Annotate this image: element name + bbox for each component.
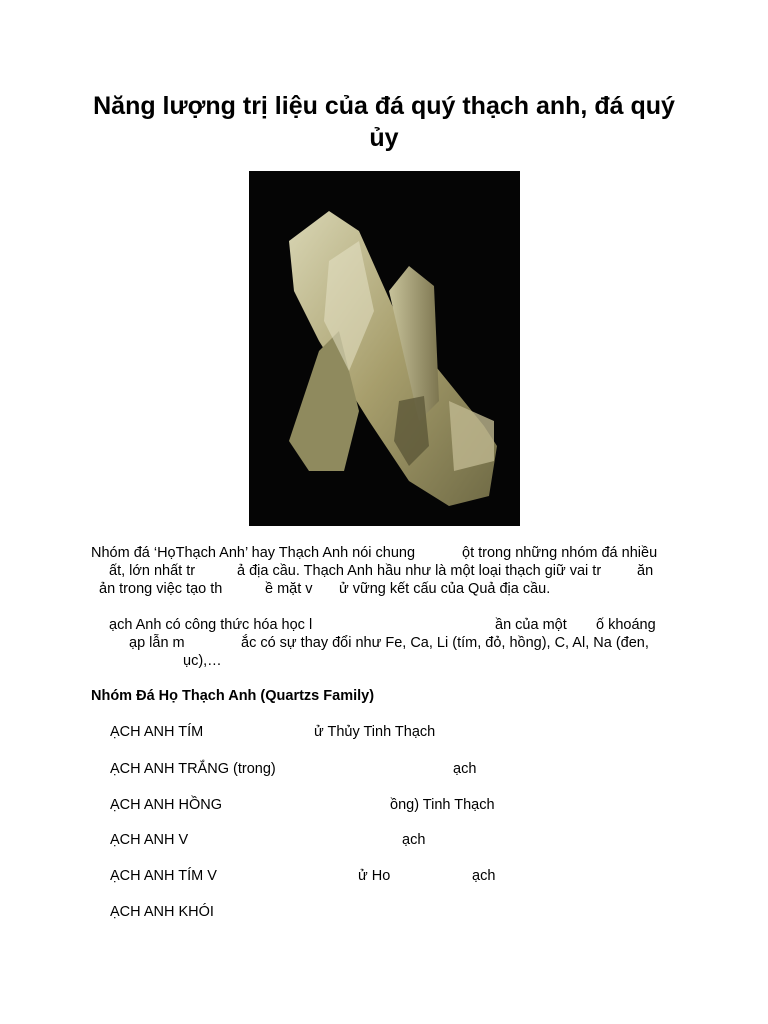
- intro-p2-line2b: ắc có sự thay đổi như Fe, Ca, Li (tím, đỏ, hồng), C, Al, Na (đen,: [241, 635, 649, 651]
- list-item: ẠCH ANH TÍM V: [110, 868, 217, 884]
- intro-p2-line1b: ần của một: [495, 617, 567, 633]
- quartz-crystal-photo: [249, 171, 520, 526]
- intro-p1-line1a: Nhóm đá ‘HọThạch Anh’ hay Thạch Anh nói chung: [91, 545, 416, 561]
- intro-p1-line3b: ề mặt v: [265, 581, 313, 597]
- title-line-1: Năng lượng trị liệu của đá quý thạch anh, đá quý: [93, 92, 675, 120]
- intro-p2-line2a: ạp lẫn m: [129, 635, 185, 651]
- list-item: ẠCH ANH V: [110, 832, 189, 848]
- intro-p1-line2c: ăn: [637, 563, 654, 579]
- intro-p2-line3: ục),…: [183, 653, 222, 669]
- list-item-mid: ử Thủy Tinh Thạch: [314, 724, 436, 740]
- intro-p1-line3a: ản trong việc tạo th: [99, 581, 223, 597]
- list-item: ẠCH ANH HỒNG: [110, 797, 222, 813]
- section-heading: Nhóm Đá Họ Thạch Anh (Quartzs Family): [91, 688, 375, 704]
- list-item: ẠCH ANH TÍM: [110, 724, 204, 740]
- list-item-mid: ử Ho: [358, 868, 391, 884]
- list-item-mid: ạch: [402, 832, 426, 848]
- list-item: ẠCH ANH TRẮNG (trong): [110, 761, 276, 777]
- intro-p1-line1b: ột trong những nhóm đá nhiều: [462, 545, 658, 561]
- list-item-right: ạch: [472, 868, 496, 884]
- list-item: ẠCH ANH KHÓI: [110, 904, 214, 920]
- intro-p1-line2b: ả địa cầu. Thạch Anh hầu như là một loại thạch giữ vai tr: [237, 563, 602, 579]
- list-item-mid: ạch: [453, 761, 477, 777]
- intro-p1-line2a: ất, lớn nhất tr: [109, 563, 196, 579]
- list-item-mid: ồng) Tinh Thạch: [390, 797, 495, 813]
- page-title: [70, 90, 698, 154]
- quartz-crystal-illustration: [249, 171, 520, 526]
- intro-p1-line3c: ử vững kết cấu của Quả địa cầu.: [339, 581, 551, 597]
- intro-p2-line1c: ố khoáng: [596, 617, 656, 633]
- title-line-2: ủy: [369, 124, 399, 152]
- intro-p2-line1a: ạch Anh có công thức hóa học l: [109, 617, 313, 633]
